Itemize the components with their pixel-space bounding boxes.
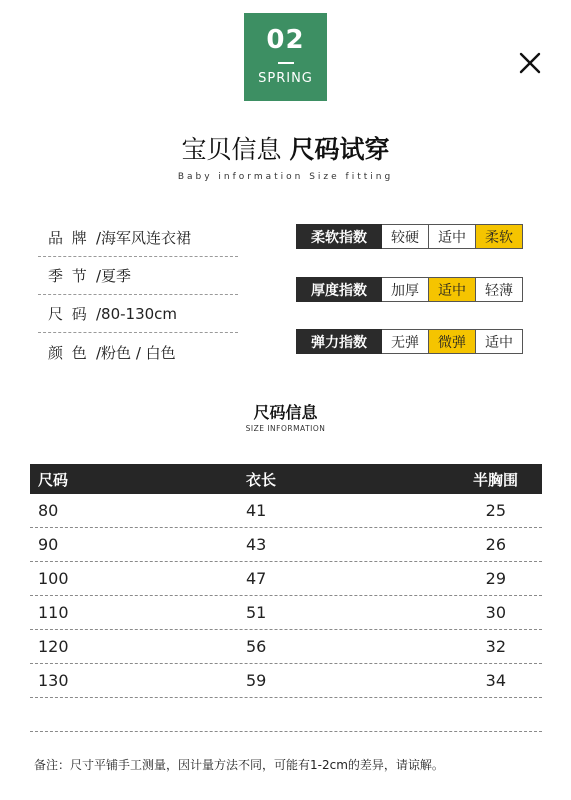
- header-chest: 半胸围: [472, 470, 518, 489]
- metric-thickness: [296, 277, 523, 302]
- cell-chest: 26: [485, 535, 506, 554]
- metric-option: 较硬: [382, 224, 429, 249]
- info-row-color: [38, 333, 238, 371]
- metric-option: 无弹: [382, 329, 429, 354]
- metric-option: 适中: [429, 224, 476, 249]
- badge-number: 02: [266, 25, 305, 55]
- cell-chest: 34: [485, 671, 506, 690]
- info-row-size: [38, 295, 238, 333]
- cell-chest: 29: [485, 569, 506, 588]
- cell-size: 130: [38, 671, 69, 690]
- section-badge: [244, 13, 327, 101]
- metric-label: 弹力指数: [296, 329, 382, 354]
- metric-label: 厚度指数: [296, 277, 382, 302]
- metric-option: 适中: [476, 329, 523, 354]
- table-row: [30, 528, 542, 562]
- metric-option: 柔软: [476, 224, 523, 249]
- info-label: 尺 码: [48, 305, 89, 323]
- metric-option: 加厚: [382, 277, 429, 302]
- cell-length: 51: [246, 603, 267, 622]
- cell-length: 59: [246, 671, 267, 690]
- cell-length: 47: [246, 569, 267, 588]
- page-subtitle: Baby information Size fitting: [177, 172, 394, 182]
- size-section-subtitle: SIZE INFORMATION: [245, 424, 326, 433]
- info-value: /海军风连衣裙: [96, 229, 192, 247]
- page-title-strong: 尺码试穿: [289, 135, 390, 164]
- table-row: [30, 596, 542, 630]
- info-value: /80-130cm: [96, 304, 178, 323]
- product-info-list: [38, 219, 238, 371]
- info-row-season: [38, 257, 238, 295]
- metric-option: 微弹: [429, 329, 476, 354]
- badge-word: SPRING: [258, 71, 313, 86]
- info-value: /夏季: [96, 267, 132, 285]
- metric-softness: [296, 224, 523, 249]
- cell-chest: 30: [485, 603, 506, 622]
- cell-size: 110: [38, 603, 69, 622]
- metric-elasticity: [296, 329, 523, 354]
- header-size: 尺码: [38, 470, 69, 489]
- info-label: 品 牌: [48, 229, 89, 247]
- cell-size: 100: [38, 569, 69, 588]
- page-title-light: 宝贝信息: [181, 135, 290, 164]
- table-row: [30, 562, 542, 596]
- close-icon[interactable]: [517, 50, 543, 76]
- info-row-brand: [38, 219, 238, 257]
- page-title: [0, 133, 571, 167]
- size-table: [30, 464, 542, 732]
- header-length: 衣长: [246, 470, 277, 489]
- footnote: 备注：尺寸平铺手工测量，因计量方法不同，可能有1-2cm的差异，请谅解。: [34, 758, 444, 772]
- badge-divider: [278, 62, 294, 64]
- info-label: 季 节: [48, 267, 89, 285]
- info-label: 颜 色: [48, 343, 89, 362]
- cell-size: 80: [38, 501, 59, 520]
- size-section-title: 尺码信息: [253, 403, 318, 422]
- info-value: /粉色 / 白色: [96, 343, 176, 362]
- cell-chest: 25: [485, 501, 506, 520]
- cell-size: 120: [38, 637, 69, 656]
- table-row-empty: [30, 698, 542, 732]
- metric-label: 柔软指数: [296, 224, 382, 249]
- cell-size: 90: [38, 535, 59, 554]
- table-row: [30, 494, 542, 528]
- cell-length: 41: [246, 501, 267, 520]
- table-row: [30, 664, 542, 698]
- cell-length: 43: [246, 535, 267, 554]
- metric-option: 轻薄: [476, 277, 523, 302]
- metric-option: 适中: [429, 277, 476, 302]
- size-table-header: [30, 464, 542, 494]
- cell-length: 56: [246, 637, 267, 656]
- table-row: [30, 630, 542, 664]
- cell-chest: 32: [485, 637, 506, 656]
